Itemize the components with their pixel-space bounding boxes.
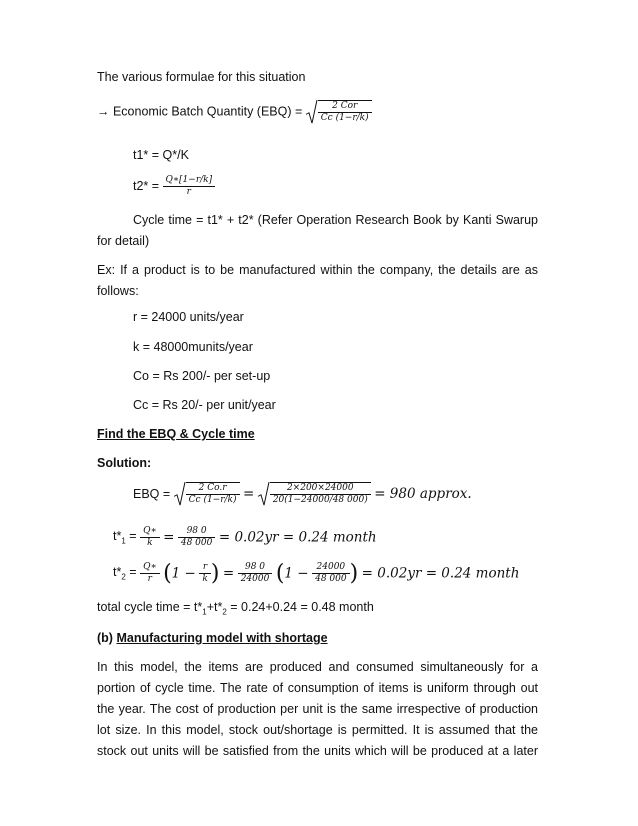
solution-heading: Solution: xyxy=(97,456,152,470)
para-line-2: portion of cycle time. The rate of consumption of items is uniform through out xyxy=(97,681,538,695)
t2-result: = 0.02yr = 0.24 month xyxy=(361,565,520,582)
find-heading: Find the EBQ & Cycle time xyxy=(97,427,255,441)
ebq-sol-num1: 2 Co.r xyxy=(198,483,227,493)
ebq-formula xyxy=(97,100,372,124)
t2-solution: $t*_2$ = $\frac{Q∗}{r}$ (1 − $\frac{r}{k}$ ) = $\frac{98 0}{24000}$ (1 − $\frac{24000}{48 000}$ ) = 0.02yr = 0.24 month xyxy=(113,561,520,586)
total-cycle-time: total cycle time = $t*_1+t*_2 = 0.24+0.24 = 0.48$ month xyxy=(97,600,374,617)
t1-result: = 0.02yr = 0.24 month xyxy=(218,529,377,546)
ebq-solution: EBQ = $\frac{2 Co.r}{Cc (1-r/k)}$ = $\frac{2\times 200\times 24000}{20(1-24000/48 000)}$ = 980 approx. xyxy=(133,483,472,505)
para-line-3: the year. The cost of production per unit is the same irrespective of production xyxy=(97,702,538,716)
given-k: k = 48000munits/year xyxy=(133,340,253,354)
given-r: r = 24000 units/year xyxy=(133,310,244,324)
ebq-label: → Economic Batch Quantity (EBQ) = xyxy=(97,104,303,119)
t1-formula: t1* = Q*/K xyxy=(133,148,189,162)
intro-line: The various formulae for this situation xyxy=(97,70,306,84)
example-line-2: follows: xyxy=(97,284,139,298)
cycle-line-1: Cycle time = t1* + t2* (Refer Operation Research Book by Kanti Swarup xyxy=(133,213,538,227)
ebq-sol-den2: 20(1−24000/48 000) xyxy=(270,494,371,506)
ebq-sol-result: = 980 approx. xyxy=(374,486,472,502)
example-line-1: Ex: If a product is to be manufactured within the company, the details are as xyxy=(97,263,538,277)
given-co: Co = Rs 200/- per set-up xyxy=(133,369,271,383)
ebq-numerator: 2 Cor xyxy=(332,101,358,111)
t2-label: t2* = xyxy=(133,178,160,193)
para-line-1: In this model, the items are produced and consumed simultaneously for a xyxy=(97,660,538,674)
t1-solution: $t*_1$ = $\frac{Q∗}{k}$ = $\frac{98 0}{48 000}$ = 0.02yr = 0.24 month xyxy=(113,526,377,548)
t2-numerator: Q∗[1−r/k] xyxy=(165,175,213,185)
ebq-solution-label: EBQ = xyxy=(133,487,171,501)
cycle-line-2: for detail) xyxy=(97,234,150,248)
ebq-denominator: Cc (1−r/k) xyxy=(318,112,372,124)
para-line-4: lot size. In this model, stock out/shortage is permitted. It is assumed that the xyxy=(97,723,538,737)
ebq-sol-den1: Cc (1−r/k) xyxy=(186,494,240,506)
t2-denominator: r xyxy=(163,186,216,198)
ebq-sol-num2: 2×200×24000 xyxy=(286,483,354,493)
t2-formula xyxy=(133,175,215,198)
section-b-heading: (b) Manufacturing model with shortage xyxy=(97,631,328,645)
given-cc: Cc = Rs 20/- per unit/year xyxy=(133,398,276,412)
sqrt-symbol xyxy=(306,100,372,124)
para-line-5: stock out units will be satisfied from the units which will be produced at a later xyxy=(97,744,538,758)
